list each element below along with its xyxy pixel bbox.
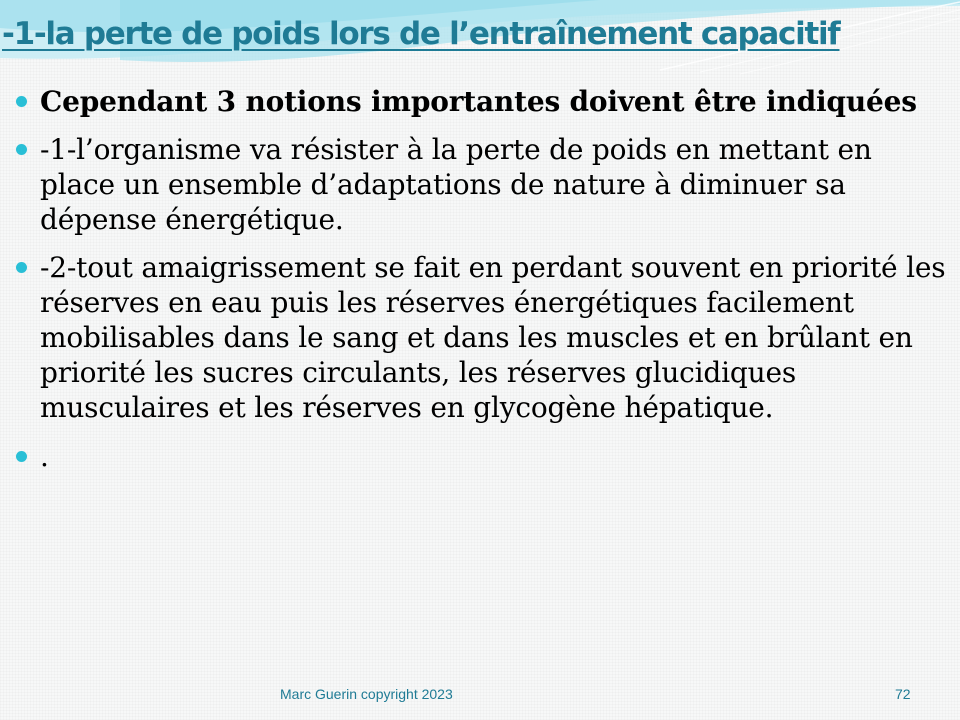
- bullet-dot-icon: [16, 144, 27, 155]
- page-number: 72: [895, 686, 911, 702]
- bullet-item: [16, 132, 952, 237]
- bullet-dot-icon: [16, 262, 27, 273]
- bullet-list: [16, 84, 952, 474]
- bullet-item: [16, 250, 952, 425]
- bullet-text: .: [40, 440, 49, 473]
- bullet-dot-icon: [16, 451, 27, 462]
- footer-copyright: Marc Guerin copyright 2023: [280, 686, 453, 702]
- bullet-text: -1-l’organisme va résister à la perte de poids en mettant en place un ensemble d’adaptations de nature à diminuer sa dépense énergétique.: [40, 133, 872, 236]
- bullet-dot-icon: [16, 96, 27, 107]
- bullet-text: -2-tout amaigrissement se fait en perdant souvent en priorité les réserves en eau puis les réserves énergétiques facilement mobilisables dans le sang et dans les muscles et en brûlant en priorité les sucres circulants, les réserves glucidiques musculaires et les réserves en glycogène hépatique.: [40, 251, 946, 424]
- bullet-item: [16, 84, 952, 119]
- bullet-item: [16, 439, 952, 474]
- bullet-text: Cependant 3 notions importantes doivent être indiquées: [40, 85, 917, 118]
- slide-title: -1-la perte de poids lors de l’entraînement capacitif: [2, 16, 840, 52]
